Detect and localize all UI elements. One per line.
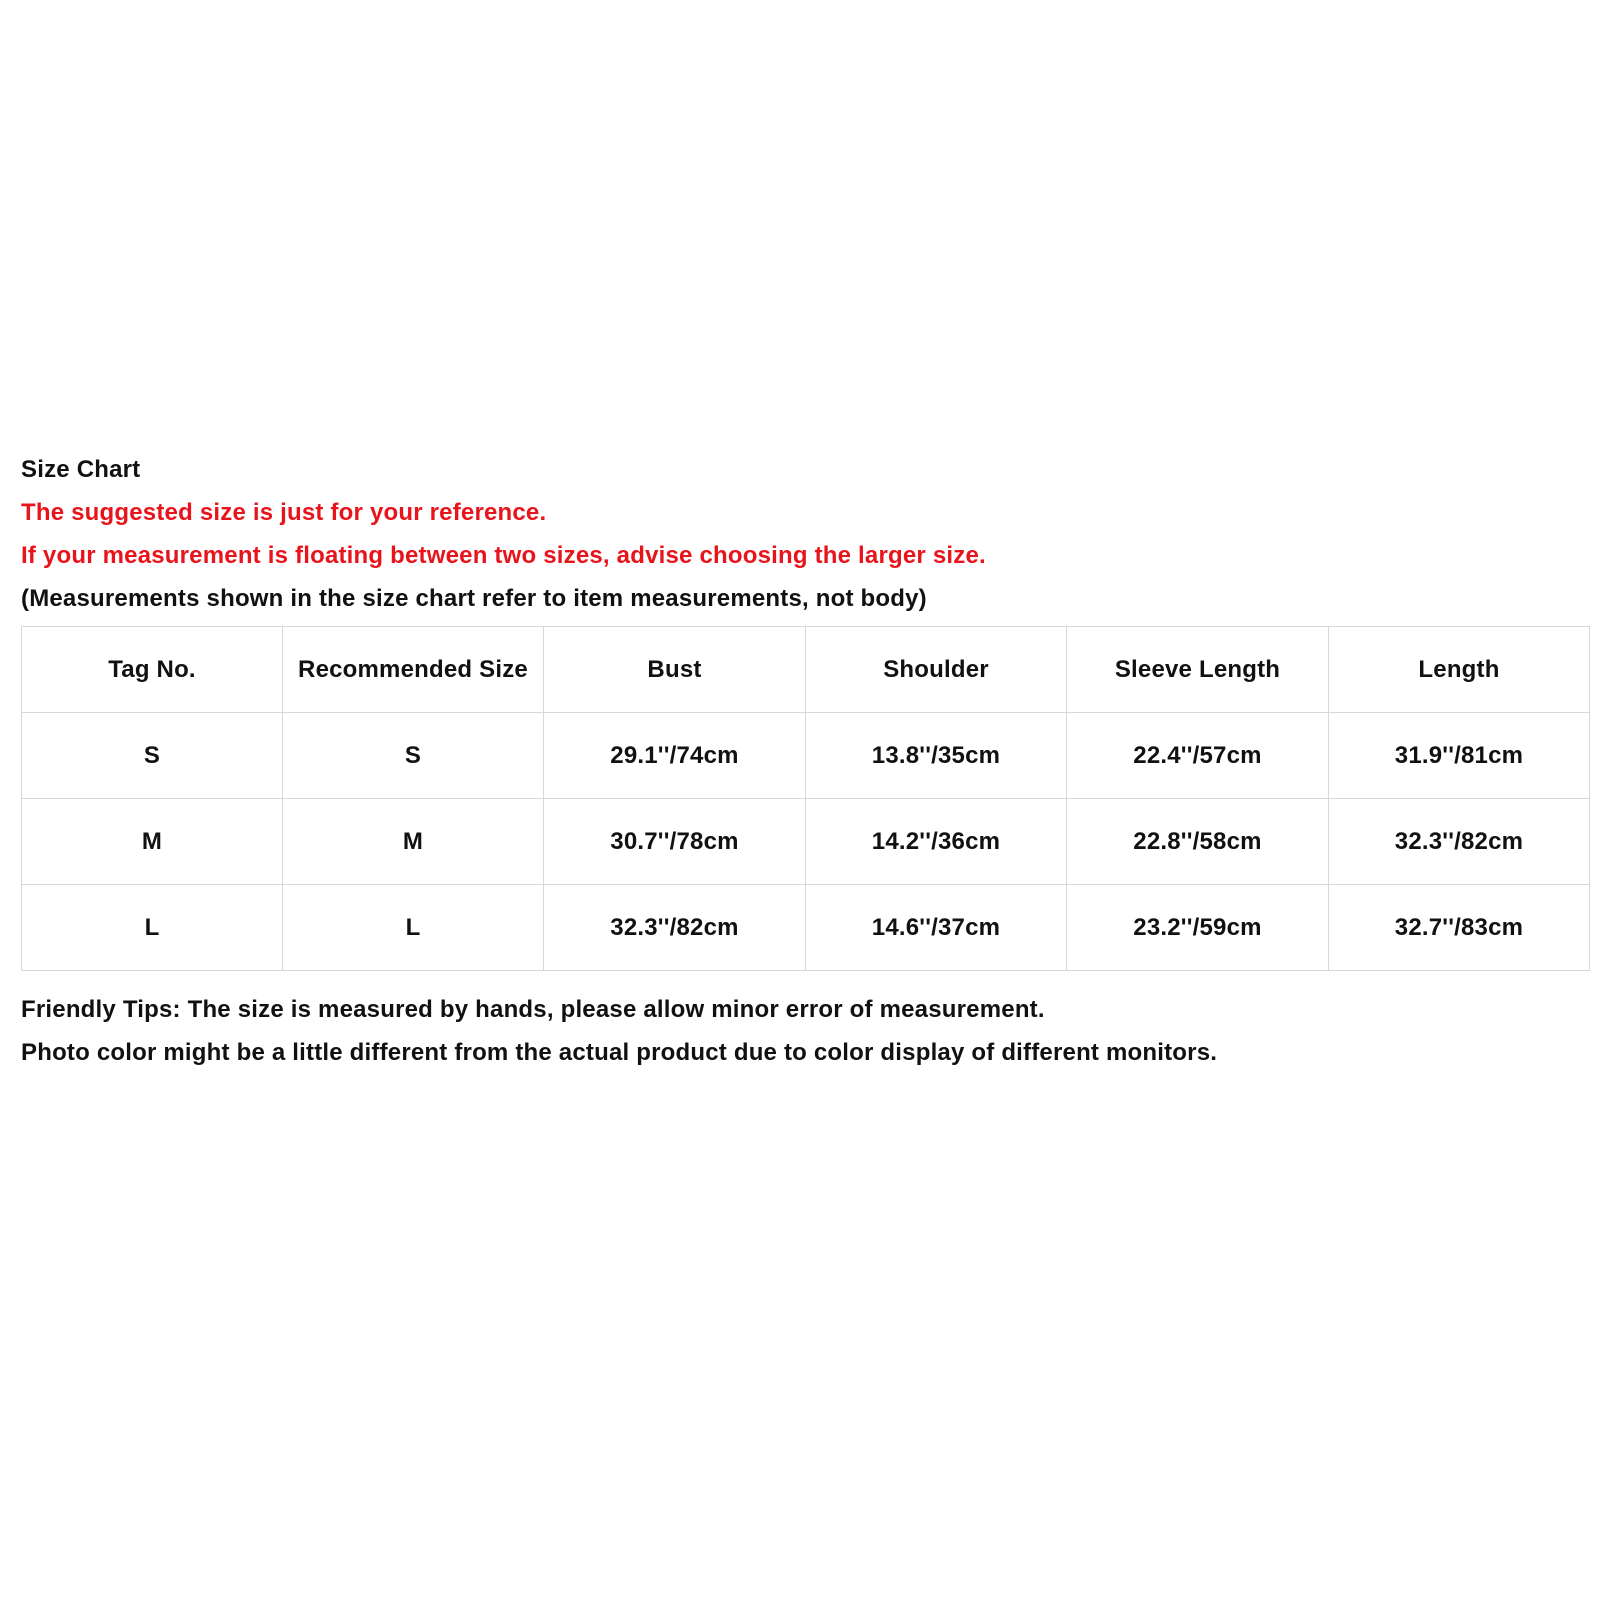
size-chart-document xyxy=(21,455,1589,1081)
size-table xyxy=(21,626,1590,971)
measurement-note: (Measurements shown in the size chart refer to item measurements, not body) xyxy=(21,585,927,612)
tip-measurement: Friendly Tips: The size is measured by hands, please allow minor error of measurement. xyxy=(21,996,1045,1023)
cell-length: 32.3''/82cm xyxy=(1329,799,1590,885)
column-header-tag-no: Tag No. xyxy=(22,627,283,713)
reference-note: The suggested size is just for your reference. xyxy=(21,499,547,526)
cell-sleeve-length: 22.8''/58cm xyxy=(1067,799,1329,885)
cell-recommended-size: L xyxy=(283,885,544,971)
cell-shoulder: 14.6''/37cm xyxy=(806,885,1067,971)
larger-size-advice: If your measurement is floating between two sizes, advise choosing the larger size. xyxy=(21,542,986,569)
table-row xyxy=(22,713,1590,799)
page-title: Size Chart xyxy=(21,456,141,483)
cell-tag-no: L xyxy=(22,885,283,971)
cell-bust: 30.7''/78cm xyxy=(544,799,806,885)
column-header-length: Length xyxy=(1329,627,1590,713)
column-header-recommended-size: Recommended Size xyxy=(283,627,544,713)
cell-sleeve-length: 23.2''/59cm xyxy=(1067,885,1329,971)
column-header-sleeve-length: Sleeve Length xyxy=(1067,627,1329,713)
cell-sleeve-length: 22.4''/57cm xyxy=(1067,713,1329,799)
cell-bust: 29.1''/74cm xyxy=(544,713,806,799)
cell-length: 31.9''/81cm xyxy=(1329,713,1590,799)
tip-photo-color: Photo color might be a little different from the actual product due to color display of different monitors. xyxy=(21,1039,1218,1066)
table-row xyxy=(22,885,1590,971)
cell-recommended-size: M xyxy=(283,799,544,885)
column-header-bust: Bust xyxy=(544,627,806,713)
cell-tag-no: M xyxy=(22,799,283,885)
friendly-tips xyxy=(21,995,1589,1068)
cell-tag-no: S xyxy=(22,713,283,799)
table-header-row xyxy=(22,627,1590,713)
cell-shoulder: 13.8''/35cm xyxy=(806,713,1067,799)
cell-bust: 32.3''/82cm xyxy=(544,885,806,971)
column-header-shoulder: Shoulder xyxy=(806,627,1067,713)
table-row xyxy=(22,799,1590,885)
cell-shoulder: 14.2''/36cm xyxy=(806,799,1067,885)
cell-length: 32.7''/83cm xyxy=(1329,885,1590,971)
cell-recommended-size: S xyxy=(283,713,544,799)
